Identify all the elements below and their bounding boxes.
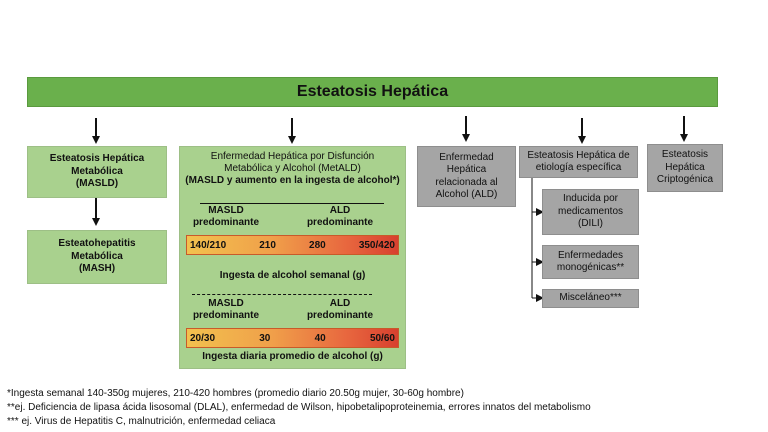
weekly-right-label-1: ALD — [329, 205, 351, 216]
metald-line3: (MASLD y aumento en la ingesta de alcohol*) — [185, 175, 400, 186]
dili-line3: (DILI) — [578, 218, 603, 230]
weekly-tick-0: 140/210 — [190, 239, 227, 251]
masld-box — [27, 146, 167, 198]
footnote-2: **ej. Deficiencia de lipasa ácida lisosomal (DLAL), enfermedad de Wilson, hipobetalipoproteinemia, errores innatos del metabolismo — [7, 402, 591, 413]
crypto-line2: Hepática — [665, 161, 705, 173]
daily-right-label-1: ALD — [329, 298, 351, 309]
daily-left-label-2: predominante — [192, 310, 260, 321]
monogenic-box — [542, 245, 639, 279]
diagram-title: Esteatosis Hepática — [296, 83, 449, 100]
weekly-left-label-1: MASLD — [208, 205, 244, 216]
ald-line1: Enfermedad — [439, 151, 494, 163]
daily-right-label-2: predominante — [306, 310, 374, 321]
daily-tick-2: 40 — [314, 332, 326, 344]
dili-line1: Inducida por — [562, 193, 619, 205]
ald-line2: Hepática — [446, 164, 487, 175]
ald-line3: relacionada al — [435, 176, 498, 188]
mash-line3: (MASH) — [78, 263, 116, 275]
daily-tick-0: 20/30 — [190, 332, 216, 344]
mono-line2: monogénicas** — [556, 262, 625, 273]
masld-line3: (MASLD) — [75, 178, 119, 190]
metald-line1: Enfermedad Hepática por Disfunción — [210, 151, 375, 162]
ald-box — [417, 146, 516, 207]
specific-line2: etiología específica — [535, 162, 622, 173]
weekly-caption: Ingesta de alcohol semanal (g) — [219, 270, 366, 281]
weekly-left-label-2: predominante — [192, 217, 260, 228]
footnote-1: *Ingesta semanal 140-350g mujeres, 210-420 hombres (promedio diario 20.50g mujer, 30-60g hombre) — [7, 388, 464, 399]
specific-line1: Esteatosis Hepática de — [527, 149, 630, 161]
daily-gradient-bar — [186, 328, 399, 348]
daily-caption: Ingesta diaria promedio de alcohol (g) — [202, 351, 383, 362]
dili-line2: medicamentos — [557, 205, 624, 217]
weekly-left-label — [186, 205, 266, 229]
footnote-3: *** ej. Virus de Hepatitis C, malnutrición, enfermedad celiaca — [7, 416, 276, 427]
mono-line1: Enfermedades — [557, 249, 624, 261]
weekly-tick-3: 350/420 — [358, 239, 395, 251]
weekly-tick-1: 210 — [259, 239, 276, 251]
daily-dashed-line — [192, 294, 372, 295]
daily-tick-1: 30 — [259, 332, 271, 344]
misc-box — [542, 289, 639, 308]
dili-box — [542, 189, 639, 235]
weekly-right-label — [300, 205, 380, 229]
daily-left-label — [186, 298, 266, 322]
mash-box — [27, 230, 167, 284]
crypto-line3: Criptogénica — [656, 174, 714, 186]
daily-tick-3: 50/60 — [369, 332, 395, 344]
mash-line2: Metabólica — [71, 250, 123, 262]
cryptogenic-box — [647, 144, 723, 192]
weekly-right-label-2: predominante — [306, 217, 374, 228]
ald-line4: Alcohol (ALD) — [435, 189, 498, 200]
crypto-line1: Esteatosis — [661, 149, 709, 161]
mash-line1: Esteatohepatitis — [58, 238, 136, 250]
specific-box — [519, 146, 638, 178]
weekly-tick-2: 280 — [309, 239, 326, 251]
metald-line2: Metabólica y Alcohol (MetALD) — [224, 163, 361, 174]
masld-line2: Metabólica — [71, 165, 123, 177]
weekly-top-line — [200, 203, 384, 204]
daily-right-label — [300, 298, 380, 322]
masld-line1: Esteatosis Hepática — [49, 153, 145, 165]
daily-left-label-1: MASLD — [208, 298, 244, 309]
metald-heading — [180, 151, 405, 187]
misc-line1: Misceláneo*** — [559, 292, 622, 304]
weekly-gradient-bar — [186, 235, 399, 255]
